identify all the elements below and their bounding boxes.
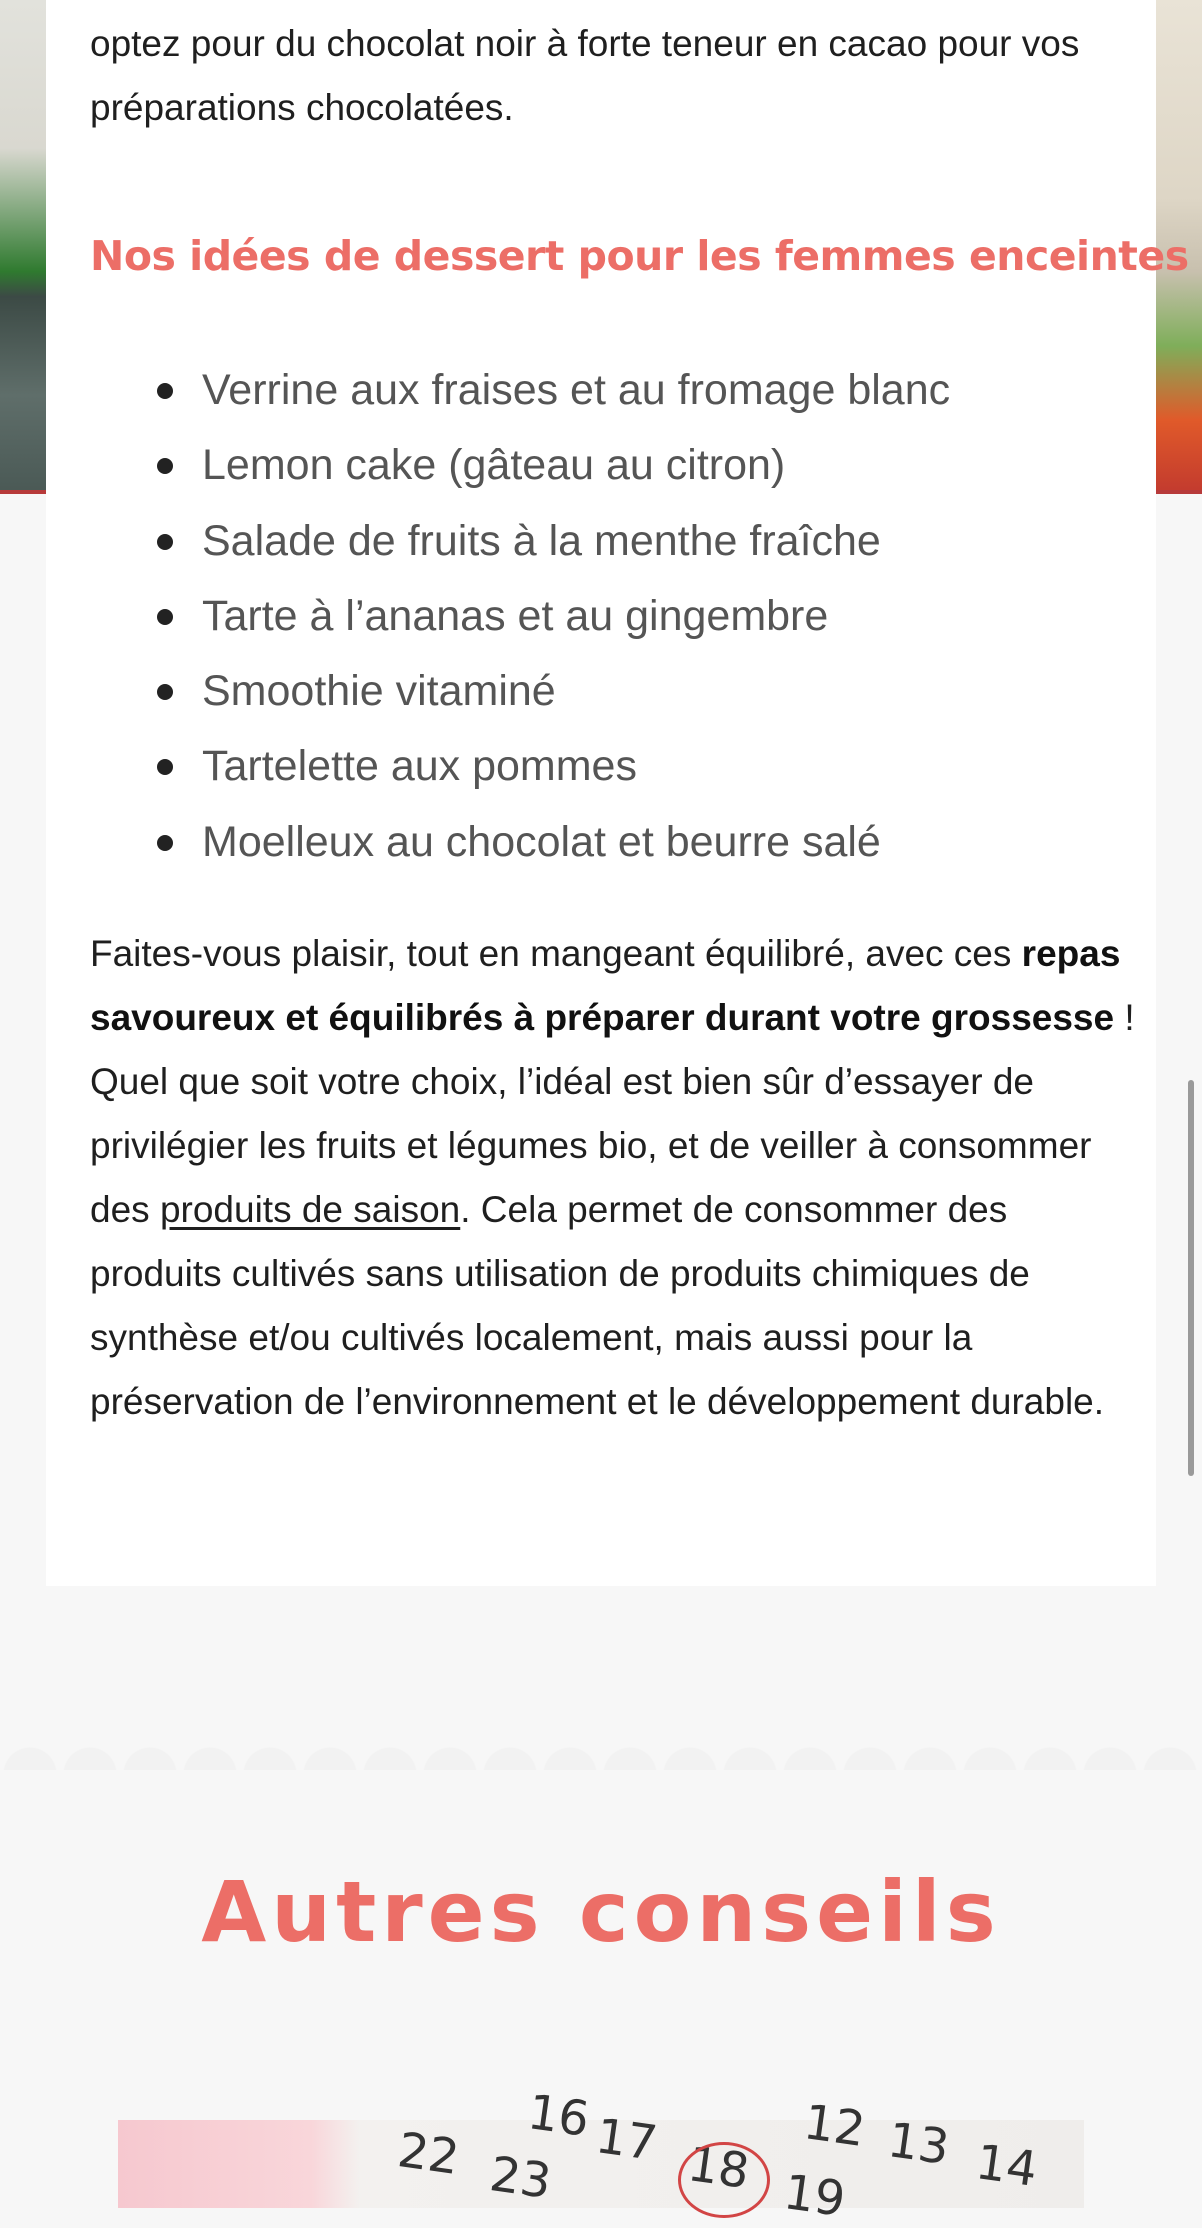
body-text-part3: . Cela permet de consommer des produits cultivés sans utilisation de produits chimiques de synthèse et/ou cultivés localement, mais aussi pour la préservation de l’environnement et le développement durable. [90, 1189, 1105, 1422]
list-item-label: Moelleux au chocolat et beurre salé [202, 817, 881, 866]
calendar-number: 14 [972, 2134, 1041, 2198]
seasonal-products-link[interactable]: produits de saison [159, 1189, 461, 1230]
bullet-icon [157, 458, 173, 474]
list-item [90, 353, 950, 428]
calendar-number: 16 [524, 2084, 593, 2148]
body-paragraph [90, 922, 1140, 1434]
other-advice-title: Autres conseils [201, 1863, 1001, 1961]
list-item-label: Tarte à l’ananas et au gingembre [202, 591, 829, 640]
intro-paragraph: optez pour du chocolat noir à forte teneur en cacao pour vos préparations chocolatées. [90, 23, 1080, 128]
article-card [46, 0, 1189, 1586]
calendar-circle-mark [678, 2142, 770, 2218]
list-item [90, 579, 950, 654]
list-item-label: Smoothie vitaminé [202, 667, 556, 716]
list-item [90, 805, 950, 880]
bullet-icon [157, 684, 173, 700]
calendar-number: 19 [780, 2164, 849, 2228]
list-item-label: Lemon cake (gâteau au citron) [202, 441, 786, 490]
bullet-icon [157, 383, 173, 399]
body-text-part1: Faites-vous plaisir, tout en mangeant équilibré, avec ces [90, 933, 1022, 974]
list-item-label: Salade de fruits à la menthe fraîche [202, 516, 881, 565]
calendar-article-image[interactable] [118, 2084, 1084, 2228]
calendar-number: 23 [486, 2146, 555, 2210]
calendar-number: 17 [592, 2108, 661, 2172]
list-item-label: Tartelette aux pommes [202, 742, 637, 791]
calendar-number: 22 [394, 2122, 463, 2186]
list-item-label: Verrine aux fraises et au fromage blanc [202, 366, 951, 414]
article-content [90, 0, 1189, 1422]
hero-photo-left-edge [0, 0, 46, 494]
calendar-number: 12 [800, 2094, 869, 2158]
list-item [90, 504, 950, 579]
list-item [90, 729, 950, 804]
list-item [90, 428, 950, 503]
body-text-part2: ! Quel que soit votre choix, l’idéal est bien sûr d’essayer de privilégier les fruits et légumes bio, et de veiller à consommer des [90, 997, 1135, 1230]
body-text-bold: repas savoureux et équilibrés à préparer durant votre grossesse [90, 933, 1121, 1038]
dessert-list [90, 353, 950, 880]
calendar-number: 13 [884, 2112, 953, 2176]
bullet-icon [157, 835, 173, 851]
list-item [90, 654, 950, 729]
bullet-icon [157, 759, 173, 775]
calendar-number: 18 [684, 2136, 753, 2200]
dessert-section-title: Nos idées de dessert pour les femmes enceintes [90, 232, 1189, 280]
wave-divider [0, 1740, 1202, 1770]
page-scrollbar[interactable] [1188, 1080, 1194, 1476]
bullet-icon [157, 609, 173, 625]
bullet-icon [157, 534, 173, 550]
